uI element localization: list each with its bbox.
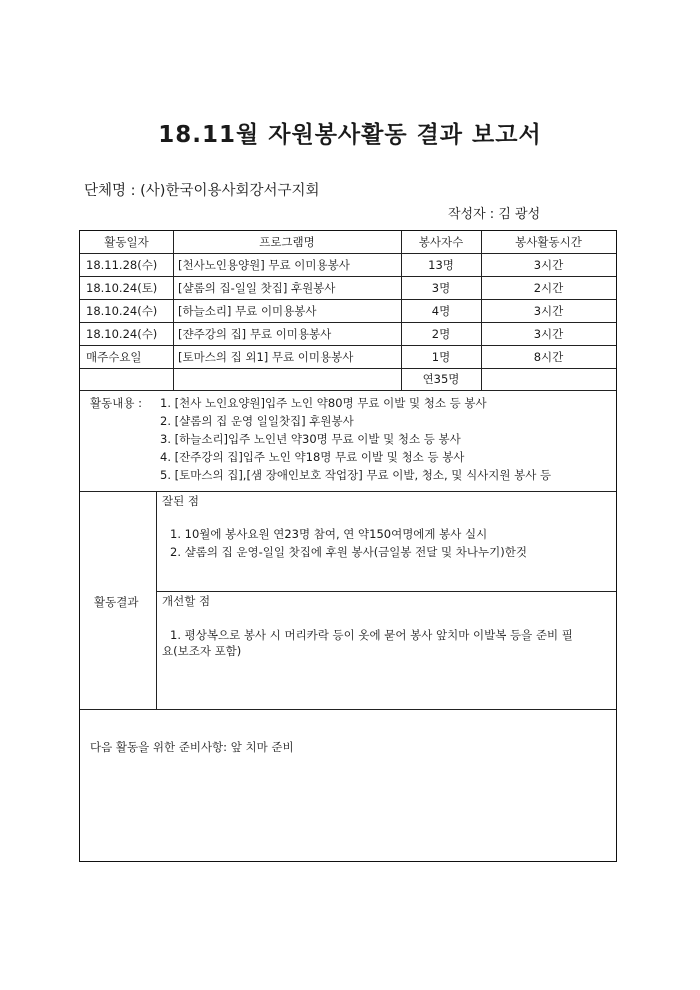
row-1-hours: 3시간 — [533, 258, 564, 272]
report-title: 18.11월 자원봉사활동 결과 보고서 — [158, 122, 542, 148]
improvement-title: 개선할 점 — [162, 594, 211, 608]
row-1-program: [천사노인용양원] 무료 이미용봉사 — [178, 258, 350, 272]
row-2-date: 18.10.24(토) — [86, 281, 158, 295]
header-volunteers: 봉사자수 — [418, 235, 464, 249]
row-4-hours: 3시간 — [533, 327, 564, 341]
row-3-volunteers: 4명 — [431, 304, 451, 318]
row-5-program: [토마스의 집 외1] 무료 이미용봉사 — [178, 350, 354, 364]
report-table — [79, 230, 617, 862]
organization-name: 단체명 : (사)한국이용사회강서구지회 — [84, 183, 320, 199]
next-activity-prep: 다음 활동을 위한 준비사항: 앞 치마 준비 — [90, 740, 294, 754]
activity-item: 3. [하늘소리]입주 노인년 약30명 무료 이발 및 청소 등 봉사 — [160, 432, 461, 446]
row-4-date: 18.10.24(수) — [86, 327, 158, 341]
row-1-date: 18.11.28(수) — [86, 258, 158, 272]
good-points-title: 잘된 점 — [162, 494, 199, 508]
header-program: 프로그램명 — [259, 235, 315, 249]
activity-item: 1. [천사 노인요양원]입주 노인 약80명 무료 이발 및 청소 등 봉사 — [160, 396, 487, 410]
result-label: 활동결과 — [94, 595, 139, 609]
activity-item: 4. [잔주강의 집]입주 노인 약18명 무료 이발 및 청소 등 봉사 — [160, 450, 465, 464]
row-4-program: [쟌주강의 집] 무료 이미용봉사 — [178, 327, 332, 341]
improvement-item-line2: 요(보조자 포함) — [162, 644, 242, 658]
row-5-hours: 8시간 — [533, 350, 564, 364]
row-4-volunteers: 2명 — [431, 327, 451, 341]
author-name: 작성자 : 김 광성 — [448, 207, 541, 222]
row-2-program: [샬롬의 집-일일 찻집] 후원봉사 — [178, 281, 336, 295]
row-3-hours: 3시간 — [533, 304, 564, 318]
improvement-item-line1: 1. 평상복으로 봉사 시 머리카락 등이 옷에 묻어 봉사 앞치마 이발복 등을 준비 필 — [170, 628, 573, 642]
good-point-item: 2. 샬롬의 집 운영-일일 찻집에 후원 봉사(금일봉 전달 및 차나누기)한것 — [170, 545, 527, 559]
activity-label: 활동내용 : — [90, 396, 142, 410]
header-date: 활동일자 — [104, 235, 149, 249]
row-2-volunteers: 3명 — [431, 281, 451, 295]
row-5-volunteers: 1명 — [431, 350, 451, 364]
row-1-volunteers: 13명 — [428, 258, 454, 272]
total-volunteers: 연35명 — [422, 372, 460, 386]
activity-item: 2. [샬롬의 집 운영 일일찻집] 후원봉사 — [160, 414, 354, 428]
row-3-program: [하늘소리] 무료 이미용봉사 — [178, 304, 317, 318]
header-hours: 봉사활동시간 — [515, 235, 582, 249]
good-point-item: 1. 10월에 봉사요원 연23명 참여, 연 약150여명에게 봉사 실시 — [170, 527, 488, 541]
row-3-date: 18.10.24(수) — [86, 304, 158, 318]
activity-item: 5. [토마스의 집],[샘 장애인보호 작업장] 무료 이발, 청소, 및 식사지원 봉사 등 — [160, 468, 552, 482]
row-2-hours: 2시간 — [533, 281, 564, 295]
row-5-date: 매주수요일 — [86, 350, 142, 364]
